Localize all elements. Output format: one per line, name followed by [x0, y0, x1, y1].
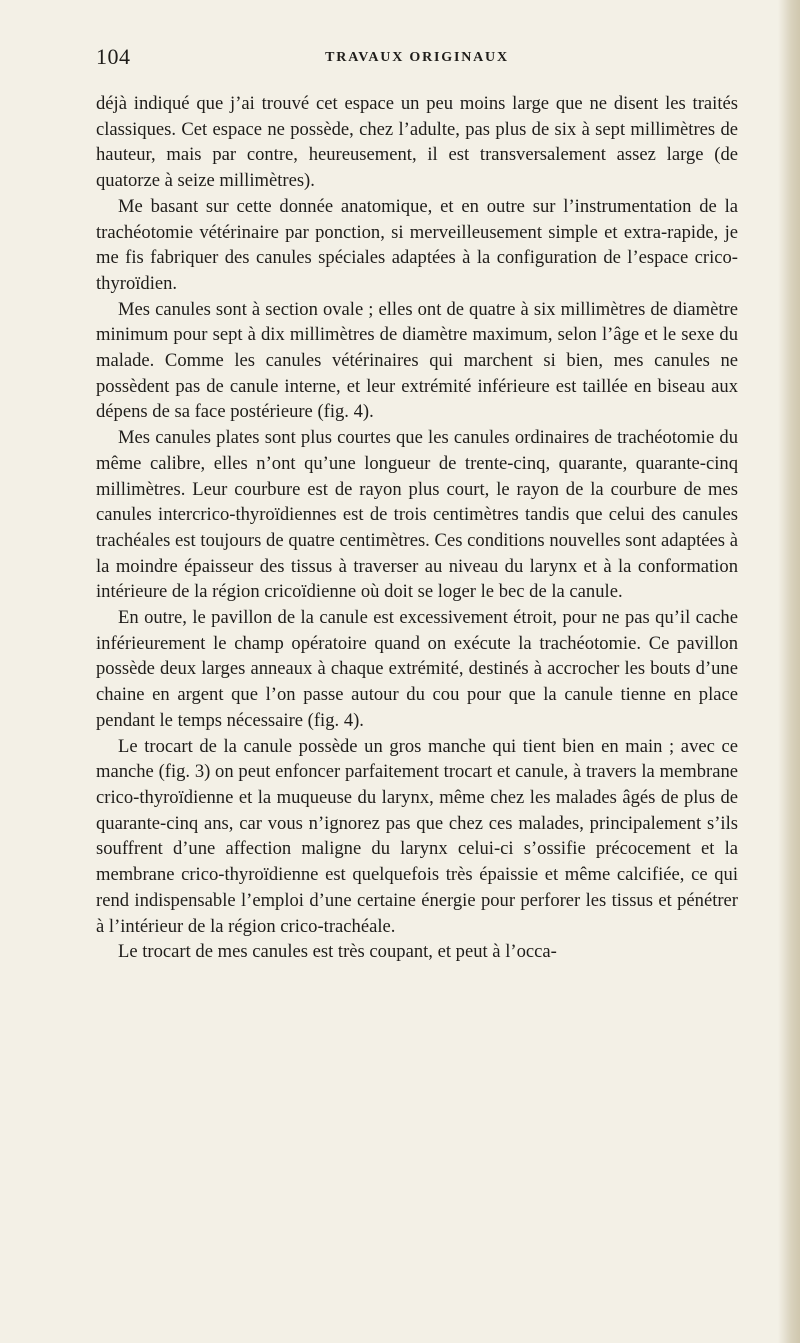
page-header — [96, 44, 738, 84]
paragraph-3: Mes canules sont à section ovale ; elles ont de quatre à six millimètres de diamètre minimum pour sept à dix millimètres de diamètre maximum, selon l’âge et le sexe du malade. Comme les canules vétérinaires qui marchent si bien, mes canules ne possèdent pas de canule interne, et leur extrémité inférieure est taillée en biseau aux dépens de sa face postérieure (fig. 4). — [96, 298, 738, 423]
paragraph-4: Mes canules plates sont plus courtes que les canules ordinaires de trachéotomie du même calibre, elles n’ont qu’une longueur de trente-cinq, quarante, quarante-cinq millimètres. Leur courbure est de rayon plus court, le rayon de la courbure de mes canules intercrico-thyroïdiennes est de trois centimètres tandis que celui des canules trachéales est toujours de quatre centimètres. Ces conditions nouvelles sont adaptées à la moindre épaisseur des tissus à traverser au niveau du larynx et à la conformation intérieure de la région cricoïdienne où doit se loger le bec de la canule. — [96, 427, 738, 603]
running-head: TRAVAUX ORIGINAUX — [325, 50, 509, 65]
paragraph-7: Le trocart de mes canules est très coupant, et peut à l’occa- — [118, 941, 557, 963]
paragraph-2: Me basant sur cette donnée anatomique, et en outre sur l’instrumentation de la trachéotomie vétérinaire par ponction, si merveilleusement simple et extra-rapide, je me fis fabriquer des canules spéciales adaptées à la configuration de l’espace crico-thyroïdien. — [96, 195, 738, 294]
paragraph-1: déjà indiqué que j’ai trouvé cet espace un peu moins large que ne disent les traités classiques. Cet espace ne possède, chez l’adulte, pas plus de six à sept millimètres de hauteur, mais par contre, heureusement, il est transversalement assez large (de quatorze à seize millimètres). — [96, 93, 738, 192]
page-edge-shadow — [778, 0, 800, 1343]
paragraph-6: Le trocart de la canule possède un gros manche qui tient bien en main ; avec ce manche (fig. 3) on peut enfoncer parfaitement trocart et canule, à travers la membrane crico-thyroïdienne et la muqueuse du larynx, même chez les malades âgés de plus de quarante-cinq ans, car vous n’ignorez pas que chez ces malades, principalement s’ils souffrent d’une affection maligne du larynx celui-ci s’ossifie précocement et la membrane crico-thyroïdienne est quelquefois très épaissie et même calcifiée, ce qui rend indispensable l’emploi d’une certaine énergie pour perforer les tissus et pénétrer à l’intérieur de la région crico-trachéale. — [96, 735, 738, 937]
body-text — [96, 91, 738, 965]
paragraph-5: En outre, le pavillon de la canule est excessivement étroit, pour ne pas qu’il cache inférieurement le champ opératoire quand on exécute la trachéotomie. Ce pavillon possède deux larges anneaux à chaque extrémité, destinés à accrocher les bouts d’une chaine en argent que l’on passe autour du cou pour que la canule tienne en place pendant le temps nécessaire (fig. 4). — [96, 607, 738, 731]
page-number: 104 — [96, 44, 131, 69]
